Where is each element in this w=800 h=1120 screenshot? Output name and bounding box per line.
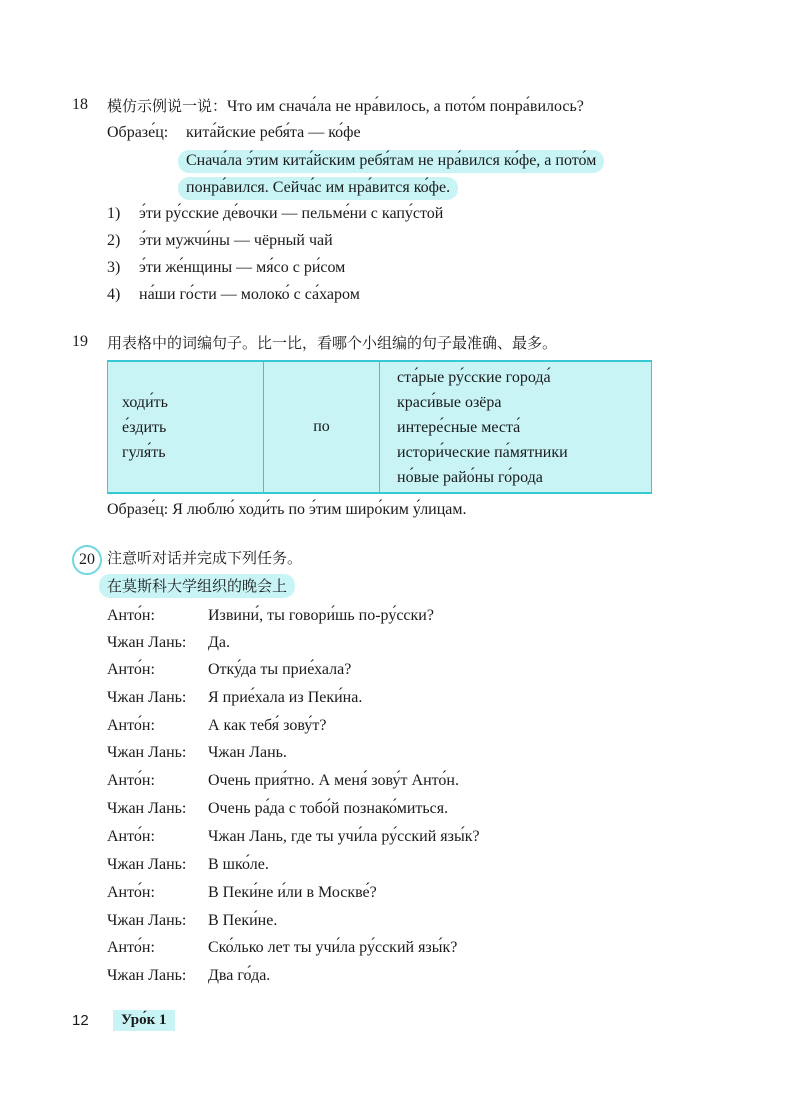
verb: гуля́ть (122, 443, 166, 461)
line: Два го́да. (208, 967, 271, 984)
list-item: э́ти же́нщины — мя́со с ри́сом (139, 259, 346, 276)
instruction-ru: Что им снача́ла не нра́вилось, а пото́м понра́вилось? (227, 98, 584, 115)
exercise-18-instruction (107, 95, 584, 117)
sample-answer-line-1: Снача́ла э́тим кита́йским ребя́там не нра́вился ко́фе, а пото́м (178, 150, 604, 173)
preposition: по (313, 418, 330, 435)
line: Ско́лько лет ты учи́ла ру́сский язы́к? (208, 939, 458, 956)
speaker: Чжан Лань: (107, 856, 187, 873)
list-item: э́ти мужчи́ны — чёрный чай (139, 232, 333, 249)
exercise-20-instruction: 注意听对话并完成下列任务。 (107, 549, 303, 567)
exercise-19-instruction: 用表格中的词编句子。比一比，看哪个小组编的句子最准确、最多。 (107, 334, 558, 352)
line: Извини́, ты говори́шь по-ру́сски? (208, 607, 434, 624)
line: Чжан Лань. (208, 744, 287, 761)
place: но́вые райо́ны го́рода (397, 468, 543, 486)
exercise-number-20: 20 (72, 545, 102, 575)
line: Отку́да ты прие́хала? (208, 661, 352, 678)
speaker: Чжан Лань: (107, 744, 187, 761)
speaker: Анто́н: (107, 939, 155, 956)
list-item-number: 3) (107, 259, 121, 276)
line: В шко́ле. (208, 856, 269, 873)
lesson-label: Уро́к 1 (113, 1010, 175, 1031)
line: Я прие́хала из Пеки́на. (208, 689, 363, 706)
speaker: Чжан Лань: (107, 967, 187, 984)
list-item-number: 2) (107, 232, 121, 249)
dialogue-subtitle: 在莫斯科大学组织的晚会上 (99, 574, 295, 598)
instruction-cn: 模仿示例说一说： (107, 97, 228, 115)
preposition-column (264, 361, 380, 493)
exercise-19-sample: Образе́ц: Я люблю́ ходи́ть по э́тим широ́ким у́лицам. (107, 501, 467, 518)
word-table (107, 360, 652, 494)
verb: ходи́ть (122, 393, 168, 411)
line: Очень прия́тно. А меня́ зову́т Анто́н. (208, 772, 459, 789)
place: интере́сные места́ (397, 418, 521, 436)
speaker: Анто́н: (107, 661, 155, 678)
list-item: э́ти ру́сские де́вочки — пельме́ни с капу́стой (139, 205, 444, 222)
verb: е́здить (122, 418, 167, 436)
speaker: Чжан Лань: (107, 912, 187, 929)
place: ста́рые ру́сские города́ (397, 368, 551, 386)
list-item-number: 1) (107, 205, 121, 222)
speaker: Чжан Лань: (107, 800, 187, 817)
line: В Пеки́не. (208, 912, 278, 929)
sample-answer-line-2: понра́вился. Сейча́с им нра́вится ко́фе. (178, 177, 458, 200)
speaker: Чжан Лань: (107, 689, 187, 706)
list-item-number: 4) (107, 286, 121, 303)
line: Чжан Лань, где ты учи́ла ру́сский язы́к? (208, 828, 480, 845)
speaker: Анто́н: (107, 607, 155, 624)
exercise-number-19: 19 (72, 333, 88, 350)
sample-label: Образе́ц: (107, 124, 169, 141)
line: В Пеки́не и́ли в Москве́? (208, 884, 377, 901)
verbs-column (108, 361, 264, 493)
speaker: Анто́н: (107, 717, 155, 734)
exercise-number-18: 18 (72, 96, 88, 113)
speaker: Чжан Лань: (107, 634, 187, 651)
list-item: на́ши го́сти — молоко́ с са́харом (139, 286, 360, 303)
line: Очень ра́да с тобо́й познако́миться. (208, 800, 449, 817)
speaker: Анто́н: (107, 884, 155, 901)
place: краси́вые озёра (397, 393, 502, 411)
speaker: Анто́н: (107, 828, 155, 845)
line: Да. (208, 634, 231, 651)
place: истори́ческие па́мятники (397, 443, 568, 461)
line: А как тебя́ зову́т? (208, 717, 327, 734)
page-number: 12 (72, 1012, 89, 1029)
speaker: Анто́н: (107, 772, 155, 789)
sample-prompt: кита́йские ребя́та — ко́фе (186, 124, 361, 141)
places-column (380, 361, 652, 493)
